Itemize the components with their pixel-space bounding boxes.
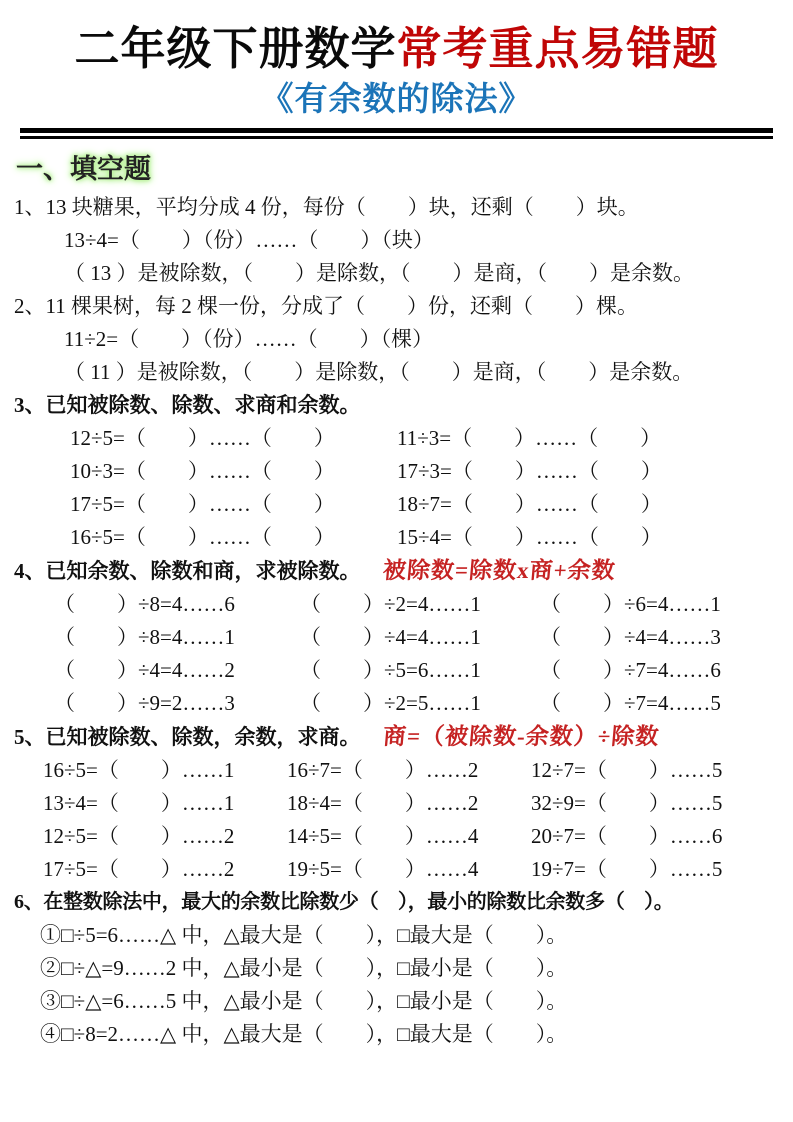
page-header	[14, 20, 779, 139]
equation-cell: （ ）÷7=4……5	[540, 691, 721, 715]
equation-cell: 11÷3=（ ）……（ ）	[397, 426, 662, 450]
question-5-formula-note: 商=（被除数-余数）÷除数	[381, 724, 660, 749]
equation-cell: 17÷5=（ ）……（ ）	[70, 492, 335, 516]
question-1-line-1: 1、13 块糖果，平均分成 4 份，每份（ ）块，还剩（ ）块。	[14, 195, 639, 219]
equation-cell: 13÷4=（ ）……1	[43, 791, 235, 815]
question-6-sub-4: ④□÷8=2……△ 中，△最大是（ ），□最大是（ ）。	[40, 1022, 568, 1046]
equation-cell: 19÷5=（ ）……4	[287, 857, 479, 881]
equation-cell: 15÷4=（ ）……（ ）	[397, 525, 662, 549]
question-4-heading: 4、已知余数、除数和商，求被除数。	[14, 559, 361, 583]
equation-cell: 16÷5=（ ）……1	[43, 758, 235, 782]
equation-cell: 19÷7=（ ）……5	[531, 857, 723, 881]
equation-cell: （ ）÷6=4……1	[540, 592, 721, 616]
equation-cell: 16÷7=（ ）……2	[287, 758, 479, 782]
equation-cell: （ ）÷5=6……1	[300, 658, 481, 682]
question-4-heading-row	[14, 554, 779, 588]
equation-cell: （ ）÷8=4……6	[54, 592, 235, 616]
question-2-line-3: （ 11 ）是被除数，（ ）是除数，（ ）是商，（ ）是余数。	[64, 360, 694, 384]
equation-cell: 12÷7=（ ）……5	[531, 758, 723, 782]
question-6-sub-2: ②□÷△=9……2 中，△最小是（ ），□最小是（ ）。	[40, 956, 568, 980]
equation-cell: （ ）÷7=4……6	[540, 658, 721, 682]
equation-cell: 16÷5=（ ）……（ ）	[70, 525, 335, 549]
equation-cell: 18÷7=（ ）……（ ）	[397, 492, 662, 516]
question-2-line-2: 11÷2=（ ）（份）……（ ）（棵）	[64, 327, 434, 351]
equation-cell: 12÷5=（ ）……（ ）	[70, 426, 335, 450]
equation-cell: （ ）÷2=4……1	[300, 592, 481, 616]
question-6	[14, 886, 779, 1051]
question-5	[14, 720, 779, 886]
question-5-heading-row	[14, 720, 779, 754]
equation-cell: 32÷9=（ ）……5	[531, 791, 723, 815]
equation-cell: （ ）÷8=4……1	[54, 625, 235, 649]
question-3-heading: 3、已知被除数、除数、求商和余数。	[14, 393, 361, 417]
question-4	[14, 554, 779, 720]
question-5-equations	[14, 754, 779, 886]
question-3	[14, 389, 779, 554]
equation-cell: 10÷3=（ ）……（ ）	[70, 459, 335, 483]
equation-cell: （ ）÷4=4……3	[540, 625, 721, 649]
page-subtitle: 《有余数的除法》	[260, 82, 533, 118]
question-1-line-3: （ 13 ）是被除数，（ ）是除数，（ ）是商，（ ）是余数。	[64, 261, 694, 285]
equation-cell: 20÷7=（ ）……6	[531, 824, 723, 848]
question-3-equations	[14, 422, 779, 554]
equation-cell: 17÷3=（ ）……（ ）	[397, 459, 662, 483]
question-6-sub-1: ①□÷5=6……△ 中，△最大是（ ），□最大是（ ）。	[40, 923, 568, 947]
title-divider	[20, 128, 773, 139]
section-heading-fill-blanks: 一、填空题	[16, 154, 151, 184]
equation-cell: 17÷5=（ ）……2	[43, 857, 235, 881]
title-black-part: 二年级下册数学	[74, 24, 397, 74]
question-6-sub-3: ③□÷△=6……5 中，△最小是（ ），□最小是（ ）。	[40, 989, 568, 1013]
equation-cell: （ ）÷9=2……3	[54, 691, 235, 715]
page-title	[14, 20, 779, 78]
equation-cell: 18÷4=（ ）……2	[287, 791, 479, 815]
equation-cell: 12÷5=（ ）……2	[43, 824, 235, 848]
question-1	[14, 191, 779, 290]
equation-cell: （ ）÷2=5……1	[300, 691, 481, 715]
question-4-formula-note: 被除数=除数x商+余数	[381, 558, 617, 583]
title-red-part: 常考重点易错题	[396, 24, 719, 74]
question-4-equations	[14, 588, 779, 720]
equation-cell: 14÷5=（ ）……4	[287, 824, 479, 848]
question-5-heading: 5、已知被除数、除数，余数，求商。	[14, 725, 361, 749]
question-6-heading: 6、在整数除法中，最大的余数比除数少（ ），最小的除数比余数多（ ）。	[14, 891, 674, 913]
equation-cell: （ ）÷4=4……1	[300, 625, 481, 649]
question-1-line-2: 13÷4=（ ）（份）……（ ）（块）	[64, 228, 434, 252]
question-2	[14, 290, 779, 389]
question-2-line-1: 2、11 棵果树，每 2 棵一份，分成了（ ）份，还剩（ ）棵。	[14, 294, 638, 318]
equation-cell: （ ）÷4=4……2	[54, 658, 235, 682]
